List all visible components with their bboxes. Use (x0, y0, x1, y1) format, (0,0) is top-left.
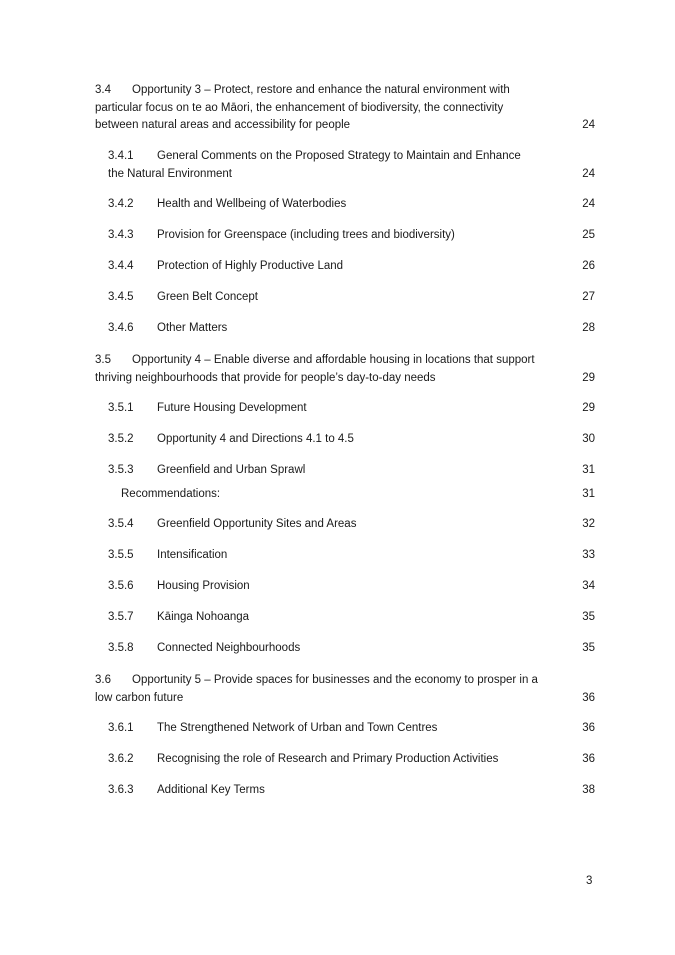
toc-entry-page: 29 (582, 371, 595, 384)
toc-entry-number: 3.4.2 (108, 198, 134, 210)
toc-entry-title: 3.6 Opportunity 5 – Provide spaces for businesses and the economy to prosper in a low carbon future (95, 674, 538, 704)
toc-entry-number: 3.4 (95, 84, 111, 96)
toc-entry-page: 38 (582, 784, 595, 796)
toc-entry-page: 24 (582, 119, 595, 131)
toc-entry-page: 26 (582, 260, 595, 272)
toc-entry-3-6[interactable] (95, 672, 595, 707)
toc-entry-number: 3.4.5 (108, 291, 134, 303)
toc-entry-title: 3.4.3 Provision for Greenspace (including trees and biodiversity) (108, 227, 595, 245)
toc-entry-number: 3.5.8 (108, 642, 134, 654)
toc-entry-title: 3.5.4 Greenfield Opportunity Sites and Areas (108, 516, 595, 534)
toc-entry-title: 3.6.1 The Strengthened Network of Urban and Town Centres (108, 720, 595, 738)
toc-entry-number: 3.4.6 (108, 322, 134, 334)
toc-entry-title: 3.4.5 Green Belt Concept (108, 289, 595, 307)
toc-entry-3-4-3[interactable] (108, 227, 595, 245)
toc-entry-3-5-6[interactable] (108, 578, 595, 596)
toc-entry-page: 33 (582, 549, 595, 561)
toc-entry-3-4-2[interactable] (108, 196, 595, 214)
toc-entry-title: 3.5.3 Greenfield and Urban Sprawl (108, 462, 595, 480)
toc-entry-number: 3.6.3 (108, 784, 134, 796)
toc-entry-number: 3.5.2 (108, 433, 134, 445)
toc-entry-title: 3.5.2 Opportunity 4 and Directions 4.1 to 4.5 (108, 431, 595, 449)
toc-entry-3-5-4[interactable] (108, 516, 595, 534)
toc-entry-3-4-6[interactable] (108, 320, 595, 338)
toc-entry-3-4-4[interactable] (108, 258, 595, 276)
toc-entry-3-4[interactable] (95, 82, 595, 135)
toc-entry-page: 27 (582, 291, 595, 303)
toc-entry-title: 3.5.8 Connected Neighbourhoods (108, 640, 595, 658)
toc-entry-3-5-1[interactable] (108, 400, 595, 418)
toc-entry-page: 36 (582, 691, 595, 704)
toc-entry-number: 3.5.6 (108, 580, 134, 592)
toc-entry-title: 3.4.1 General Comments on the Proposed Strategy to Maintain and Enhance the Natural Environment (108, 150, 521, 180)
toc-entry-title: 3.5.7 Kāinga Nohoanga (108, 609, 595, 627)
toc-entry-number: 3.5 (95, 354, 111, 366)
toc-entry-page: 31 (582, 464, 595, 476)
toc-entry-3-5-7[interactable] (108, 609, 595, 627)
toc-entry-3-6-1[interactable] (108, 720, 595, 738)
toc-entry-number: 3.5.4 (108, 518, 134, 530)
toc-entry-number: 3.5.1 (108, 402, 134, 414)
toc-entry-page: 25 (582, 229, 595, 241)
toc-entry-3-5-3[interactable] (108, 462, 595, 480)
toc-entry-title: 3.5 Opportunity 4 – Enable diverse and affordable housing in locations that support thriving neighbourhoods that provide for people’s day-to-day needs (95, 354, 535, 384)
toc-entry-number: 3.4.1 (108, 150, 134, 162)
toc-entry-title: 3.4.6 Other Matters (108, 320, 595, 338)
toc-entry-title: 3.5.6 Housing Provision (108, 578, 595, 596)
toc-entry-number: 3.4.4 (108, 260, 134, 272)
toc-entry-page: 35 (582, 642, 595, 654)
toc-entry-number: 3.5.5 (108, 549, 134, 561)
toc-entry-number: 3.5.7 (108, 611, 134, 623)
toc-entry-title: 3.6.2 Recognising the role of Research and Primary Production Activities (108, 751, 595, 769)
toc-entry-title: 3.4.2 Health and Wellbeing of Waterbodies (108, 196, 595, 214)
toc-entry-title: 3.6.3 Additional Key Terms (108, 782, 595, 800)
toc-entry-page: 30 (582, 433, 595, 445)
toc-entry-3-4-1[interactable] (108, 148, 595, 183)
toc-entry-title: 3.4 Opportunity 3 – Protect, restore and enhance the natural environment with particular focus on te ao Māori, the enhancement of biodiversity, the connectivity between natural areas and accessibility for people (95, 84, 510, 131)
toc-entry-page: 34 (582, 580, 595, 592)
toc-entry-number: 3.4.3 (108, 229, 134, 241)
toc-entry-page: 24 (582, 198, 595, 210)
toc-entry-3-5-2[interactable] (108, 431, 595, 449)
toc-entry-number: 3.6 (95, 674, 111, 686)
toc-entry-page: 31 (582, 488, 595, 500)
toc-entry-3-6-3[interactable] (108, 782, 595, 800)
toc-entry-page: 35 (582, 611, 595, 623)
toc-entry-number: 3.5.3 (108, 464, 134, 476)
toc-entry-page: 28 (582, 322, 595, 334)
page-number: 3 (586, 875, 593, 887)
toc-entry-title: 3.5.5 Intensification (108, 547, 595, 565)
toc-entry-page: 36 (582, 722, 595, 734)
toc-entry-3-6-2[interactable] (108, 751, 595, 769)
toc-entry-title: 3.5.1 Future Housing Development (108, 400, 595, 418)
toc-entry-title: Recommendations: (121, 488, 221, 500)
toc-entry-number: 3.6.1 (108, 722, 134, 734)
toc-entry-3-5[interactable] (95, 352, 595, 387)
toc-entry-3-5-5[interactable] (108, 547, 595, 565)
toc-entry-page: 24 (582, 167, 595, 180)
toc-entry-title: 3.4.4 Protection of Highly Productive Land (108, 258, 595, 276)
toc-entry-page: 36 (582, 753, 595, 765)
toc-entry-3-4-5[interactable] (108, 289, 595, 307)
toc-entry-3-5-8[interactable] (108, 640, 595, 658)
toc-entry-page: 32 (582, 518, 595, 530)
toc-entry-page: 29 (582, 402, 595, 414)
toc-entry-number: 3.6.2 (108, 753, 134, 765)
toc-entry-recommendations[interactable] (121, 486, 595, 504)
